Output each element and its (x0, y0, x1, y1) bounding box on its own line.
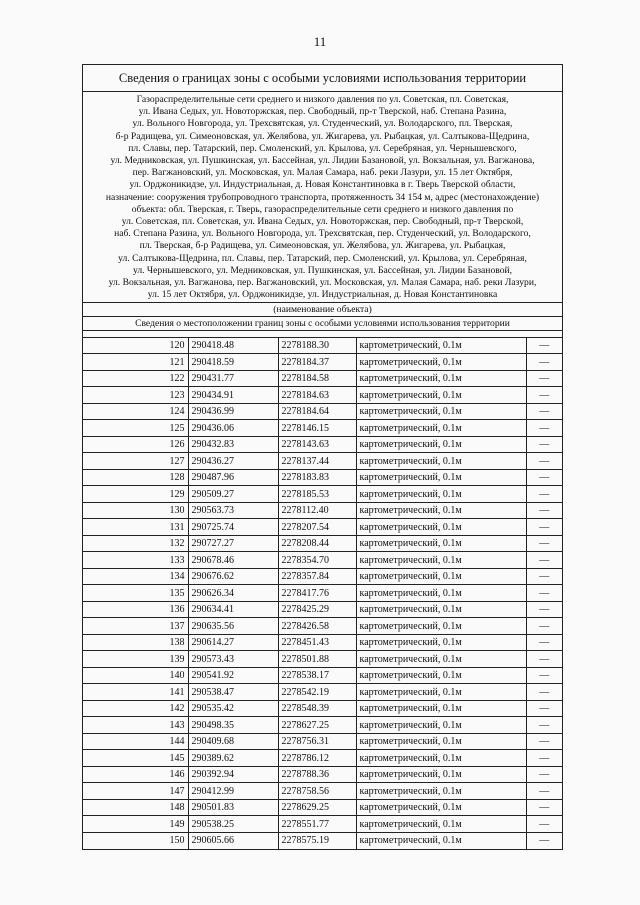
point-number-cell: 128 (83, 469, 188, 486)
x-coordinate-cell: 290678.46 (188, 552, 278, 569)
y-coordinate-cell: 2278184.64 (278, 403, 356, 420)
method-cell: картометрический, 0.1м (356, 783, 526, 800)
point-number-cell: 140 (83, 667, 188, 684)
y-coordinate-cell: 2278354.70 (278, 552, 356, 569)
table-row (83, 684, 562, 701)
point-number-cell: 126 (83, 436, 188, 453)
description-line: пл. Тверская, б-р Радищева, ул. Симеоновская, ул. Желябова, ул. Жигарева, ул. Рыбацкая, (139, 240, 506, 252)
table-row (83, 799, 562, 816)
point-number-cell: 127 (83, 453, 188, 470)
dash-cell: — (526, 733, 562, 750)
description-line: ул. Вольного Новгорода, ул. Трехсвятская, ул. Студенческий, ул. Володарского, пл. Тверская, (132, 118, 513, 130)
x-coordinate-cell: 290501.83 (188, 799, 278, 816)
x-coordinate-cell: 290634.41 (188, 601, 278, 618)
method-cell: картометрический, 0.1м (356, 585, 526, 602)
y-coordinate-cell: 2278184.63 (278, 387, 356, 404)
y-coordinate-cell: 2278143.63 (278, 436, 356, 453)
dash-cell: — (526, 337, 562, 354)
dash-cell: — (526, 766, 562, 783)
dash-cell: — (526, 519, 562, 536)
table-row (83, 651, 562, 668)
table-row (83, 667, 562, 684)
table-row (83, 634, 562, 651)
table-row (83, 337, 562, 354)
point-number-cell: 146 (83, 766, 188, 783)
method-cell: картометрический, 0.1м (356, 667, 526, 684)
method-cell: картометрический, 0.1м (356, 420, 526, 437)
y-coordinate-cell: 2278629.25 (278, 799, 356, 816)
y-coordinate-cell: 2278551.77 (278, 816, 356, 833)
description-line: Газораспределительные сети среднего и низкого давления по ул. Советская, пл. Советская, (136, 94, 509, 105)
method-cell: картометрический, 0.1м (356, 634, 526, 651)
point-number-cell: 148 (83, 799, 188, 816)
y-coordinate-cell: 2278208.44 (278, 535, 356, 552)
method-cell: картометрический, 0.1м (356, 453, 526, 470)
dash-cell: — (526, 783, 562, 800)
table-row (83, 535, 562, 552)
x-coordinate-cell: 290389.62 (188, 750, 278, 767)
point-number-cell: 135 (83, 585, 188, 602)
object-description (83, 92, 562, 303)
y-coordinate-cell: 2278426.58 (278, 618, 356, 635)
description-line: ул. Медниковская, ул. Пушкинская, ул. Бассейная, ул. Лидии Базановой, ул. Вокзальная, ул. Вагжанова, (110, 155, 535, 167)
y-coordinate-cell: 2278184.37 (278, 354, 356, 371)
table-row (83, 750, 562, 767)
dash-cell: — (526, 667, 562, 684)
description-line: ул. Салтыкова-Щедрина, пл. Славы, пер. Татарский, пер. Смоленский, ул. Крылова, ул. Серебряная, (118, 252, 527, 264)
method-cell: картометрический, 0.1м (356, 799, 526, 816)
method-cell: картометрический, 0.1м (356, 717, 526, 734)
dash-cell: — (526, 403, 562, 420)
dash-cell: — (526, 436, 562, 453)
table-row (83, 370, 562, 387)
table-row (83, 469, 562, 486)
coordinates-table (83, 331, 562, 849)
dash-cell: — (526, 832, 562, 849)
x-coordinate-cell: 290392.94 (188, 766, 278, 783)
dash-cell: — (526, 535, 562, 552)
y-coordinate-cell: 2278112.40 (278, 502, 356, 519)
dash-cell: — (526, 568, 562, 585)
description-line: ул. Чернышевского, ул. Медниковская, ул. Пушкинская, ул. Бассейная, ул. Лидии Базановой, (132, 264, 513, 276)
x-coordinate-cell: 290498.35 (188, 717, 278, 734)
point-number-cell: 142 (83, 700, 188, 717)
y-coordinate-cell: 2278184.58 (278, 370, 356, 387)
y-coordinate-cell: 2278146.15 (278, 420, 356, 437)
point-number-cell: 138 (83, 634, 188, 651)
method-cell: картометрический, 0.1м (356, 733, 526, 750)
y-coordinate-cell: 2278756.31 (278, 733, 356, 750)
point-number-cell: 123 (83, 387, 188, 404)
table-row (83, 601, 562, 618)
point-number-cell: 137 (83, 618, 188, 635)
point-number-cell: 129 (83, 486, 188, 503)
x-coordinate-cell: 290418.48 (188, 337, 278, 354)
y-coordinate-cell: 2278417.76 (278, 585, 356, 602)
table-row (83, 387, 562, 404)
x-coordinate-cell: 290535.42 (188, 700, 278, 717)
dash-cell: — (526, 601, 562, 618)
zone-boundary-form (82, 64, 563, 850)
y-coordinate-cell: 2278501.88 (278, 651, 356, 668)
point-number-cell: 147 (83, 783, 188, 800)
description-line: пер. Вагжановский, ул. Московская, ул. Малая Самара, наб. реки Лазури, ул. 15 лет Октября, (132, 167, 513, 179)
point-number-cell: 134 (83, 568, 188, 585)
point-number-cell: 143 (83, 717, 188, 734)
table-row (83, 552, 562, 569)
dash-cell: — (526, 387, 562, 404)
y-coordinate-cell: 2278183.83 (278, 469, 356, 486)
table-row (83, 585, 562, 602)
y-coordinate-cell: 2278786.12 (278, 750, 356, 767)
method-cell: картометрический, 0.1м (356, 337, 526, 354)
dash-cell: — (526, 585, 562, 602)
method-cell: картометрический, 0.1м (356, 354, 526, 371)
x-coordinate-cell: 290573.43 (188, 651, 278, 668)
y-coordinate-cell: 2278185.53 (278, 486, 356, 503)
x-coordinate-cell: 290538.47 (188, 684, 278, 701)
form-title: Сведения о границах зоны с особыми условиями использования территории (83, 65, 562, 92)
y-coordinate-cell: 2278425.29 (278, 601, 356, 618)
table-row (83, 403, 562, 420)
x-coordinate-cell: 290412.99 (188, 783, 278, 800)
method-cell: картометрический, 0.1м (356, 535, 526, 552)
table-row (83, 832, 562, 849)
dash-cell: — (526, 502, 562, 519)
method-cell: картометрический, 0.1м (356, 568, 526, 585)
dash-cell: — (526, 370, 562, 387)
description-line: пл. Славы, пер. Татарский, пер. Смоленский, ул. Крылова, ул. Серебряная, ул. Чернышевского, (128, 142, 517, 154)
table-row (83, 354, 562, 371)
point-number-cell: 150 (83, 832, 188, 849)
method-cell: картометрический, 0.1м (356, 618, 526, 635)
method-cell: картометрический, 0.1м (356, 651, 526, 668)
point-number-cell: 144 (83, 733, 188, 750)
description-line: назначение: сооружения трубопроводного транспорта, протяженность 34 154 м, адрес (местонахождение) (105, 191, 540, 203)
table-row (83, 717, 562, 734)
method-cell: картометрический, 0.1м (356, 519, 526, 536)
x-coordinate-cell: 290605.66 (188, 832, 278, 849)
table-row (83, 453, 562, 470)
description-line: ул. Ивана Седых, ул. Новоторжская, пер. Свободный, пр-т Тверской, наб. Степана Разина, (138, 106, 507, 118)
description-line: объекта: обл. Тверская, г. Тверь, газораспределительные сети среднего и низкого давления по (131, 203, 514, 215)
description-line: б-р Радищева, ул. Симеоновская, ул. Желябова, ул. Жигарева, ул. Рыбацкая, ул. Салтыкова-Щедрина, (115, 130, 530, 142)
y-coordinate-cell: 2278788.36 (278, 766, 356, 783)
method-cell: картометрический, 0.1м (356, 766, 526, 783)
y-coordinate-cell: 2278627.25 (278, 717, 356, 734)
dash-cell: — (526, 799, 562, 816)
x-coordinate-cell: 290431.77 (188, 370, 278, 387)
x-coordinate-cell: 290725.74 (188, 519, 278, 536)
method-cell: картометрический, 0.1м (356, 436, 526, 453)
y-coordinate-cell: 2278758.56 (278, 783, 356, 800)
method-cell: картометрический, 0.1м (356, 370, 526, 387)
point-number-cell: 124 (83, 403, 188, 420)
x-coordinate-cell: 290409.68 (188, 733, 278, 750)
x-coordinate-cell: 290541.92 (188, 667, 278, 684)
table-row (83, 618, 562, 635)
dash-cell: — (526, 552, 562, 569)
x-coordinate-cell: 290626.34 (188, 585, 278, 602)
dash-cell: — (526, 453, 562, 470)
description-line: ул. 15 лет Октября, ул. Орджоникидзе, ул. Индустриальная, д. Новая Константиновка (147, 289, 498, 301)
y-coordinate-cell: 2278188.30 (278, 337, 356, 354)
x-coordinate-cell: 290563.73 (188, 502, 278, 519)
x-coordinate-cell: 290418.59 (188, 354, 278, 371)
method-cell: картометрический, 0.1м (356, 816, 526, 833)
table-row (83, 700, 562, 717)
point-number-cell: 121 (83, 354, 188, 371)
table-row (83, 436, 562, 453)
method-cell: картометрический, 0.1м (356, 832, 526, 849)
x-coordinate-cell: 290676.62 (188, 568, 278, 585)
table-row (83, 766, 562, 783)
table-row (83, 783, 562, 800)
point-number-cell: 125 (83, 420, 188, 437)
point-number-cell: 133 (83, 552, 188, 569)
point-number-cell: 136 (83, 601, 188, 618)
method-cell: картометрический, 0.1м (356, 552, 526, 569)
method-cell: картометрический, 0.1м (356, 469, 526, 486)
dash-cell: — (526, 634, 562, 651)
description-line: ул. Вокзальная, ул. Вагжанова, пер. Вагжановский, ул. Московская, ул. Малая Самара, наб. реки Лазури, (108, 277, 537, 289)
method-cell: картометрический, 0.1м (356, 684, 526, 701)
x-coordinate-cell: 290509.27 (188, 486, 278, 503)
x-coordinate-cell: 290436.99 (188, 403, 278, 420)
point-number-cell: 139 (83, 651, 188, 668)
dash-cell: — (526, 816, 562, 833)
y-coordinate-cell: 2278575.19 (278, 832, 356, 849)
page-number: 11 (313, 34, 327, 49)
y-coordinate-cell: 2278538.17 (278, 667, 356, 684)
method-cell: картометрический, 0.1м (356, 601, 526, 618)
x-coordinate-cell: 290432.83 (188, 436, 278, 453)
table-row (83, 568, 562, 585)
table-row (83, 733, 562, 750)
point-number-cell: 149 (83, 816, 188, 833)
y-coordinate-cell: 2278451.43 (278, 634, 356, 651)
dash-cell: — (526, 618, 562, 635)
x-coordinate-cell: 290538.25 (188, 816, 278, 833)
y-coordinate-cell: 2278207.54 (278, 519, 356, 536)
point-number-cell: 130 (83, 502, 188, 519)
x-coordinate-cell: 290434.91 (188, 387, 278, 404)
method-cell: картометрический, 0.1м (356, 700, 526, 717)
description-line: наб. Степана Разина, ул. Вольного Новгорода, ул. Трехсвятская, пер. Студенческий, ул. Володарского, (114, 228, 531, 240)
x-coordinate-cell: 290487.96 (188, 469, 278, 486)
dash-cell: — (526, 420, 562, 437)
point-number-cell: 145 (83, 750, 188, 767)
point-number-cell: 132 (83, 535, 188, 552)
point-number-cell: 141 (83, 684, 188, 701)
dash-cell: — (526, 469, 562, 486)
description-line: ул. Советская, пл. Советская, ул. Ивана Седых, ул. Новоторжская, пер. Свободный, пр-т Тверской, (121, 216, 524, 228)
dash-cell: — (526, 651, 562, 668)
method-cell: картометрический, 0.1м (356, 403, 526, 420)
x-coordinate-cell: 290614.27 (188, 634, 278, 651)
dash-cell: — (526, 486, 562, 503)
x-coordinate-cell: 290436.27 (188, 453, 278, 470)
object-caption: (наименование объекта) (83, 303, 562, 317)
point-number-cell: 120 (83, 337, 188, 354)
y-coordinate-cell: 2278542.19 (278, 684, 356, 701)
y-coordinate-cell: 2278357.84 (278, 568, 356, 585)
y-coordinate-cell: 2278137.44 (278, 453, 356, 470)
dash-cell: — (526, 717, 562, 734)
table-row (83, 816, 562, 833)
method-cell: картометрический, 0.1м (356, 486, 526, 503)
y-coordinate-cell: 2278548.39 (278, 700, 356, 717)
method-cell: картометрический, 0.1м (356, 750, 526, 767)
table-row (83, 519, 562, 536)
x-coordinate-cell: 290727.27 (188, 535, 278, 552)
x-coordinate-cell: 290635.56 (188, 618, 278, 635)
description-line: ул. Орджоникидзе, ул. Индустриальная, д. Новая Константиновка в г. Тверь Тверской области, (129, 179, 516, 191)
dash-cell: — (526, 684, 562, 701)
dash-cell: — (526, 354, 562, 371)
dash-cell: — (526, 750, 562, 767)
table-row (83, 502, 562, 519)
dash-cell: — (526, 700, 562, 717)
method-cell: картометрический, 0.1м (356, 502, 526, 519)
table-row (83, 486, 562, 503)
table-row (83, 420, 562, 437)
point-number-cell: 122 (83, 370, 188, 387)
x-coordinate-cell: 290436.06 (188, 420, 278, 437)
location-header: Сведения о местоположении границ зоны с особыми условиями использования территории (83, 317, 562, 331)
method-cell: картометрический, 0.1м (356, 387, 526, 404)
point-number-cell: 131 (83, 519, 188, 536)
